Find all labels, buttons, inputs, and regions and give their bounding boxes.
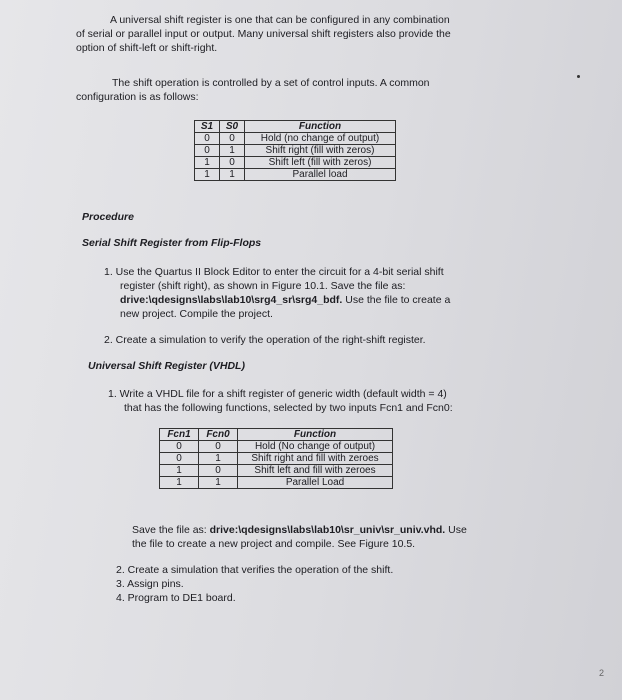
table-row [160, 453, 393, 465]
table-cell: 0 [220, 157, 245, 169]
table-cell: 1 [195, 169, 220, 181]
column-header: Function [238, 429, 393, 441]
serial-step1-line-3-rest: Use the file to create a [342, 294, 451, 306]
table-cell: Hold (no change of output) [245, 133, 396, 145]
save-line-2: the file to create a new project and compile. See Figure 10.5. [132, 538, 416, 550]
save-line-1 [132, 523, 467, 537]
serial-section-heading: Serial Shift Register from Flip-Flops [82, 237, 262, 249]
table-row [195, 145, 396, 157]
table-row [195, 133, 396, 145]
procedure-heading: Procedure [82, 211, 134, 223]
page-number: 2 [598, 668, 604, 678]
table-cell: 0 [220, 133, 245, 145]
table-cell: Shift right (fill with zeros) [245, 145, 396, 157]
save-prefix: Save the file as: [132, 524, 210, 536]
table-cell: Hold (No change of output) [238, 441, 393, 453]
table-cell: 1 [195, 157, 220, 169]
srg4-file-path: drive:\qdesigns\labs\lab10\srg4_sr\srg4_bdf. [120, 294, 343, 306]
serial-step1-line-3 [120, 293, 450, 307]
column-header: Fcn1 [160, 429, 199, 441]
table-cell: Parallel load [245, 169, 396, 181]
control-line-2: configuration is as follows: [76, 91, 199, 103]
column-header: S1 [195, 121, 220, 133]
table-cell: 1 [199, 477, 238, 489]
table-cell: Shift left (fill with zeros) [245, 157, 396, 169]
serial-step1-line-2: register (shift right), as shown in Figure 10.1. Save the file as: [120, 280, 406, 292]
serial-step2: 2. Create a simulation to verify the operation of the right-shift register. [104, 334, 426, 346]
table-cell: 1 [160, 465, 199, 477]
column-header: Function [245, 121, 396, 133]
table-header-row [160, 429, 393, 441]
table-cell: Parallel Load [238, 477, 393, 489]
table-cell: 0 [195, 133, 220, 145]
stray-mark [577, 75, 580, 78]
save-suffix: Use [445, 524, 467, 536]
table-cell: 1 [220, 169, 245, 181]
table-header-row [195, 121, 396, 133]
table-cell: 1 [160, 477, 199, 489]
column-header: S0 [220, 121, 245, 133]
universal-section-heading: Universal Shift Register (VHDL) [88, 360, 245, 372]
table-cell: 0 [160, 441, 199, 453]
final-step-4: 4. Program to DE1 board. [116, 592, 236, 604]
intro-line-1: A universal shift register is one that can be configured in any combination [110, 14, 450, 26]
intro-line-2: of serial or parallel input or output. Many universal shift registers also provide the [76, 28, 451, 40]
universal-step1-line-2: that has the following functions, selected by two inputs Fcn1 and Fcn0: [124, 402, 453, 414]
serial-step1-line-4: new project. Compile the project. [120, 308, 273, 320]
sr-univ-file-path: drive:\qdesigns\labs\lab10\sr_univ\sr_univ.vhd. [209, 524, 446, 536]
function-select-table [159, 428, 393, 489]
table-cell: 0 [160, 453, 199, 465]
table-row [160, 477, 393, 489]
column-header: Fcn0 [199, 429, 238, 441]
table-cell: Shift right and fill with zeroes [238, 453, 393, 465]
table-row [160, 465, 393, 477]
table-row [195, 157, 396, 169]
final-step-3: 3. Assign pins. [116, 578, 184, 590]
table-row [160, 441, 393, 453]
universal-step1-line-1: 1. Write a VHDL file for a shift register of generic width (default width = 4) [108, 388, 447, 400]
control-line-1: The shift operation is controlled by a set of control inputs. A common [112, 77, 430, 89]
final-step-2: 2. Create a simulation that verifies the operation of the shift. [116, 564, 394, 576]
table-cell: 1 [199, 453, 238, 465]
table-cell: 0 [199, 441, 238, 453]
table-cell: 0 [199, 465, 238, 477]
intro-line-3: option of shift-left or shift-right. [76, 42, 218, 54]
serial-step1-line-1: 1. Use the Quartus II Block Editor to enter the circuit for a 4-bit serial shift [104, 266, 444, 278]
table-cell: 0 [195, 145, 220, 157]
table-row [195, 169, 396, 181]
control-table [194, 120, 396, 181]
table-cell: 1 [220, 145, 245, 157]
table-cell: Shift left and fill with zeroes [238, 465, 393, 477]
